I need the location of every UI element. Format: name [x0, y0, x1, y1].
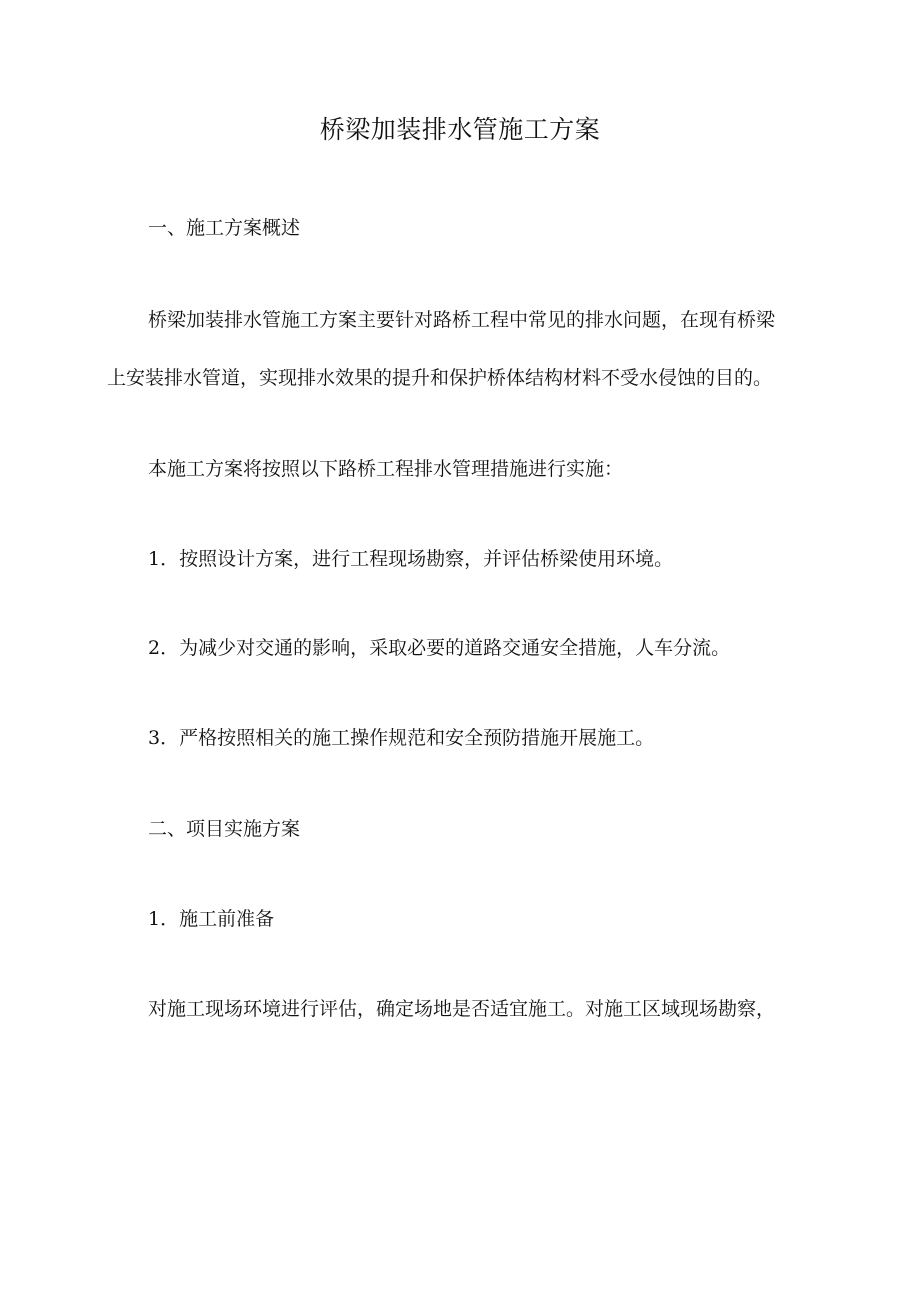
paragraph-preparation-line-1: 对施工现场环境进行评估，确定场地是否适宜施工。对施工区域现场勘察， — [148, 998, 776, 1020]
list-item-1: 1．按照设计方案，进行工程现场勘察，并评估桥梁使用环境。 — [148, 548, 674, 570]
paragraph-intro-line-2: 上安装排水管道，实现排水效果的提升和保护桥体结构材料不受水侵蚀的目的。 — [107, 367, 773, 389]
section-heading-overview: 一、施工方案概述 — [148, 217, 301, 239]
subsection-heading-preparation: 1．施工前准备 — [148, 908, 275, 930]
paragraph-measures: 本施工方案将按照以下路桥工程排水管理措施进行实施： — [148, 458, 624, 480]
paragraph-intro-line-1: 桥梁加装排水管施工方案主要针对路桥工程中常见的排水问题，在现有桥梁 — [148, 309, 776, 331]
document-title: 桥梁加装排水管施工方案 — [319, 115, 601, 144]
list-item-3: 3．严格按照相关的施工操作规范和安全预防措施开展施工。 — [148, 727, 655, 749]
list-item-2: 2．为减少对交通的影响，采取必要的道路交通安全措施，人车分流。 — [148, 637, 731, 659]
section-heading-implementation: 二、项目实施方案 — [148, 818, 301, 840]
